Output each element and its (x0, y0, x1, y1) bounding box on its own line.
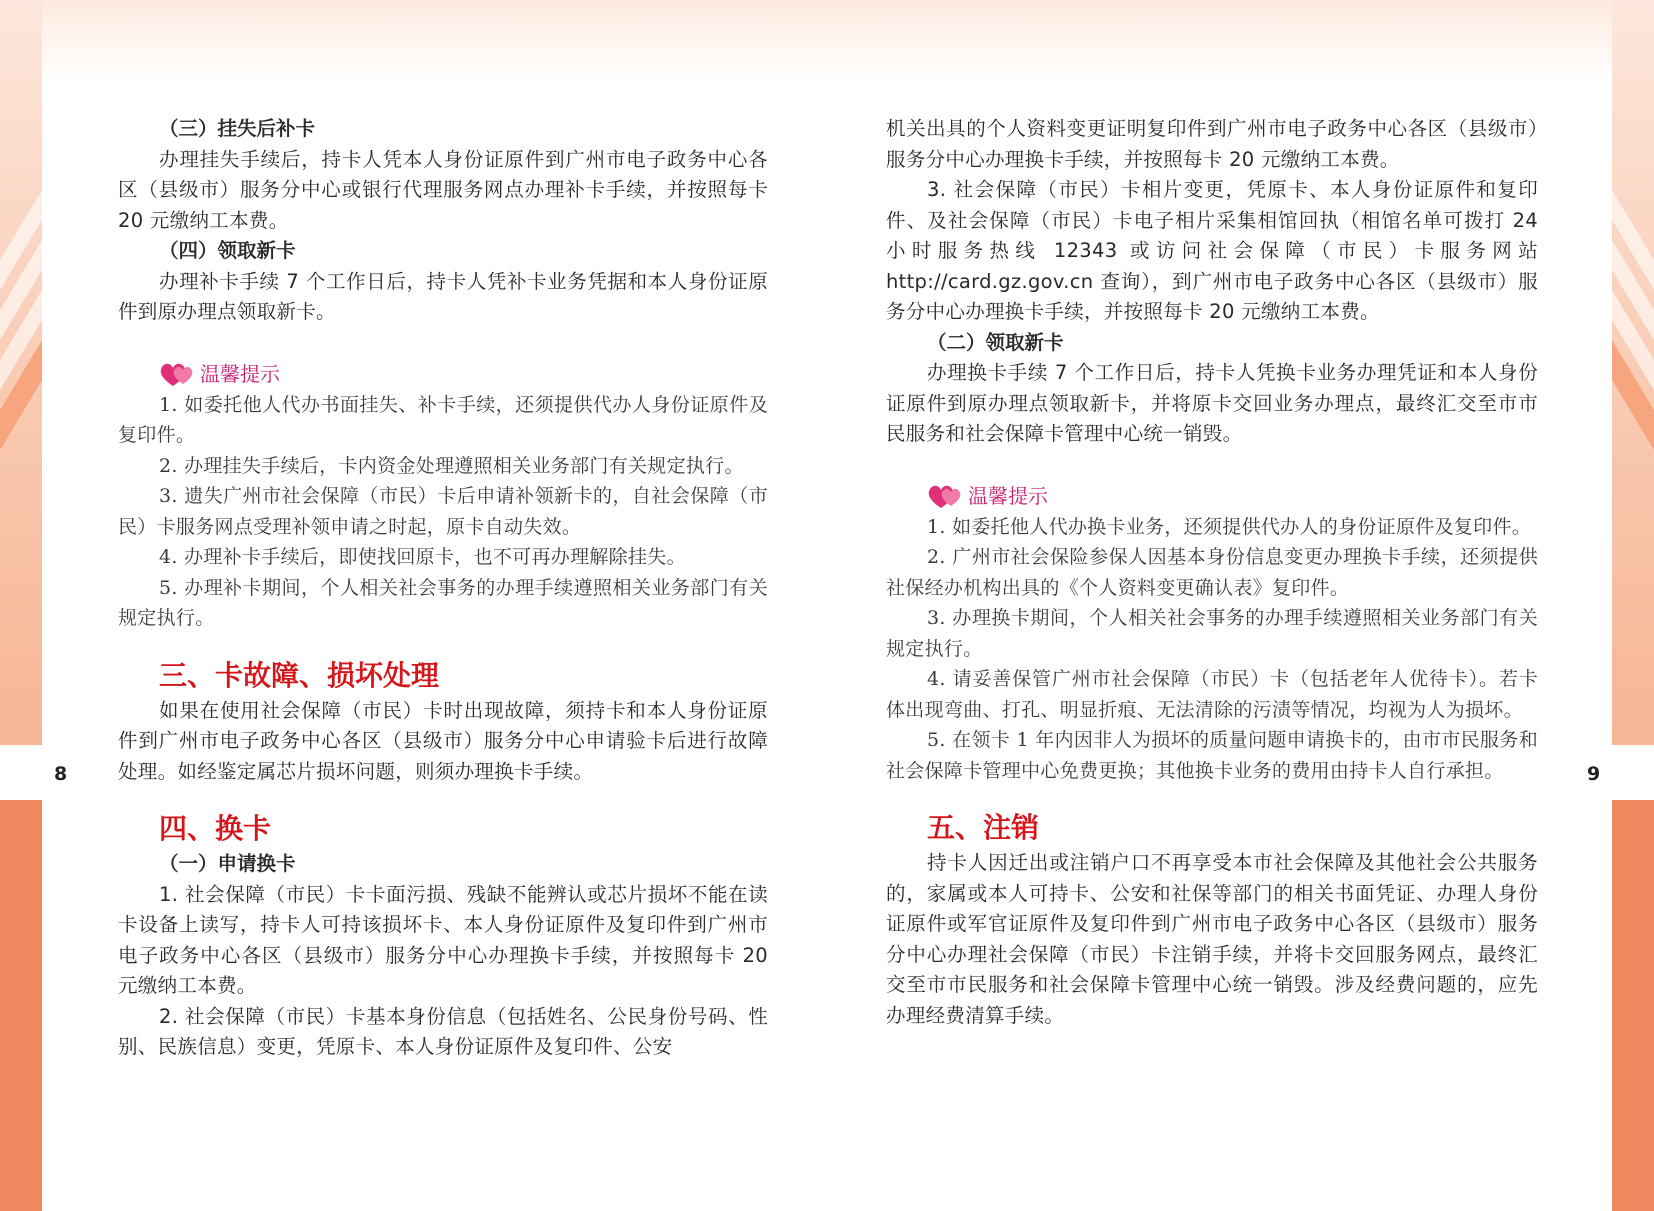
paragraph-apply-1: 1. 社会保障（市民）卡卡面污损、残缺不能辨认或芯片损坏不能在读卡设备上读写，持卡人可持该损坏卡、本人身份证原件及复印件到广州市电子政务中心各区（县级市）服务分中心办理换卡手续，并按照每卡 20 元缴纳工本费。 (118, 882, 768, 997)
section-heading-cancel: 五、注销 (927, 811, 1040, 844)
subheading-collect-card: （四）领取新卡 (159, 239, 296, 262)
paragraph-collect-card: 办理换卡手续 7 个工作日后，持卡人凭换卡业务办理凭证和本人身份证原件到原办理点领取新卡，并将原卡交回业务办理点，最终汇交至市市民服务和社会保障卡管理中心统一销毁。 (886, 361, 1538, 445)
tip-title: 温馨提示 (200, 361, 280, 386)
paragraph-collect-card: 办理补卡手续 7 个工作日后，持卡人凭补卡业务凭据和本人身份证原件到原办理点领取新卡。 (118, 269, 768, 323)
tip-header (886, 480, 1538, 512)
tip-item: 3. 遗失广州市社会保障（市民）卡后申请补领新卡的，自社会保障（市民）卡服务网点受理补领申请之时起，原卡自动失效。 (118, 485, 768, 538)
tip-item: 4. 请妥善保管广州市社会保障（市民）卡（包括老年人优待卡）。若卡体出现弯曲、打孔、明显折痕、无法清除的污渍等情况，均视为人为损坏。 (886, 668, 1538, 721)
tip-header (118, 358, 768, 390)
heart-icon (927, 482, 965, 510)
tip-item: 2. 办理挂失手续后，卡内资金处理遵照相关业务部门有关规定执行。 (159, 454, 744, 477)
paragraph-cancel: 持卡人因迁出或注销户口不再享受本市社会保障及其他社会公共服务的，家属或本人可持卡、公安和社保等部门的相关书面凭证、办理人身份证原件或军官证原件及复印件到广州市电子政务中心各区（县级市）服务分中心办理社会保障（市民）卡注销手续，并将卡交回服务网点，最终汇交至市市民服务和社会保障卡管理中心统一销毁。涉及经费问题的，应先办理经费清算手续。 (886, 851, 1538, 1027)
page-number-left: 8 (54, 763, 68, 785)
subheading-lost-replace: （三）挂失后补卡 (159, 117, 316, 140)
tip-item: 5. 办理补卡期间，个人相关社会事务的办理手续遵照相关业务部门有关规定执行。 (118, 576, 768, 629)
page-number-right: 9 (1587, 763, 1601, 785)
left-edge-decoration (0, 0, 42, 1211)
tip-item: 3. 办理换卡期间，个人相关社会事务的办理手续遵照相关业务部门有关规定执行。 (886, 607, 1538, 660)
paragraph-photo-change: 3. 社会保障（市民）卡相片变更，凭原卡、本人身份证原件和复印件、及社会保障（市民）卡电子相片采集相馆回执（相馆名单可拨打 24 小时服务热线 12343 或访问社会保障（市民）卡服务网站 http://card.gz.gov.cn 查询），到广州市电子政务中心各区（县级市）服务分中心办理换卡手续，并按照每卡 20 元缴纳工本费。 (886, 178, 1538, 323)
tip-item: 1. 如委托他人代办书面挂失、补卡手续，还须提供代办人身份证原件及复印件。 (118, 393, 768, 446)
tip-item: 4. 办理补卡手续后，即使找回原卡，也不可再办理解除挂失。 (159, 546, 686, 568)
paragraph-lost-replace: 办理挂失手续后，持卡人凭本人身份证原件到广州市电子政务中心各区（县级市）服务分中心或银行代理服务网点办理补卡手续，并按照每卡 20 元缴纳工本费。 (118, 147, 768, 232)
tip-item: 2. 广州市社会保险参保人因基本身份信息变更办理换卡手续，还须提供社保经办机构出具的《个人资料变更确认表》复印件。 (886, 546, 1538, 599)
right-column (886, 114, 1538, 1031)
paragraph-continued: 机关出具的个人资料变更证明复印件到广州市电子政务中心各区（县级市）服务分中心办理换卡手续，并按照每卡 20 元缴纳工本费。 (886, 117, 1538, 171)
heart-icon (159, 360, 197, 388)
paragraph-fault: 如果在使用社会保障（市民）卡时出现故障，须持卡和本人身份证原件到广州市电子政务中心各区（县级市）服务分中心申请验卡后进行故障处理。如经鉴定属芯片损坏问题，则须办理换卡手续。 (118, 698, 768, 783)
section-heading-replace: 四、换卡 (159, 812, 272, 845)
right-edge-decoration (1612, 0, 1654, 1211)
tip-item: 5. 在领卡 1 年内因非人为损坏的质量问题申请换卡的，由市市民服务和社会保障卡管理中心免费更换；其他换卡业务的费用由持卡人自行承担。 (886, 729, 1538, 782)
subheading-collect-card: （二）领取新卡 (927, 330, 1064, 354)
subheading-apply-replace: （一）申请换卡 (159, 852, 296, 875)
top-band (42, 0, 1612, 82)
tip-title: 温馨提示 (968, 483, 1048, 508)
left-column (118, 114, 768, 1063)
tip-item: 1. 如委托他人代办换卡业务，还须提供代办人的身份证原件及复印件。 (927, 515, 1532, 538)
paragraph-apply-2: 2. 社会保障（市民）卡基本身份信息（包括姓名、公民身份号码、性别、民族信息）变更，凭原卡、本人身份证原件及复印件、公安 (118, 1004, 768, 1058)
section-heading-fault: 三、卡故障、损坏处理 (159, 658, 440, 692)
